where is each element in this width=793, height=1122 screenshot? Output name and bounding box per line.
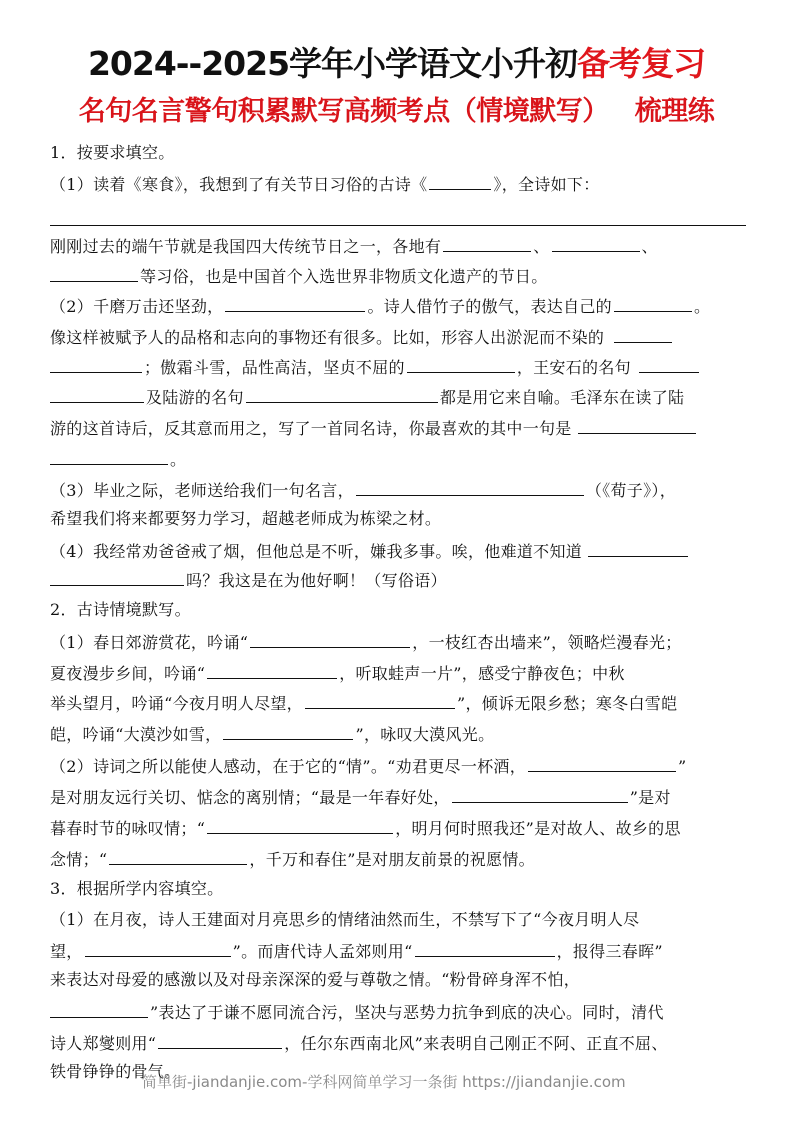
- text: ，听取蛙声一片”，感受宁静夜色；中秋: [339, 664, 625, 683]
- text: ，一枝红杏出墙来”，领略烂漫春光；: [412, 633, 682, 652]
- answer-blank[interactable]: [452, 786, 628, 803]
- q1-2-line6: [50, 448, 186, 470]
- q2-2-line4: [50, 848, 535, 870]
- answer-blank[interactable]: [578, 417, 696, 434]
- text: 等习俗，也是中国首个入选世界非物质文化遗产的节日。: [140, 267, 548, 286]
- q2-1-line4: [50, 723, 494, 745]
- text: 暮春时节的咏叹情；“: [50, 819, 206, 838]
- q2-1-line2: [50, 662, 625, 684]
- text: 刚刚过去的端午节就是我国四大传统节日之一，各地有: [50, 237, 442, 256]
- q1-2-line5: [50, 417, 698, 439]
- text: 游的这首诗后，反其意而用之，写了一首同名诗，你最喜欢的其中一句是: [50, 419, 572, 438]
- q1-2-line3: [50, 356, 701, 378]
- text: 夏夜漫步乡间，吟诵“: [50, 664, 206, 683]
- answer-blank[interactable]: [50, 569, 184, 586]
- text: 是对朋友远行关切、惦念的离别情；“最是一年春好处，: [50, 788, 450, 807]
- q1-1-line3: [50, 265, 548, 287]
- q3-1-line4: [50, 1001, 664, 1023]
- q3-1-line3: 来表达对母爱的感激以及对母亲深深的爱与尊敬之情。“粉骨碎身浑不怕，: [50, 970, 581, 989]
- q2-2-line2: [50, 786, 671, 808]
- text: ，明月何时照我还”是对故人、故乡的思: [395, 819, 681, 838]
- q3-1-line6: 铁骨铮铮的骨气。: [50, 1062, 181, 1081]
- answer-blank[interactable]: [407, 356, 515, 373]
- text: 、: [641, 237, 658, 256]
- text: （《荀子》），: [585, 481, 676, 500]
- title-red-part: 备考复习: [577, 44, 706, 83]
- text: 望，: [50, 942, 83, 961]
- text: 念情；“: [50, 850, 108, 869]
- text: 皑，吟诵“大漠沙如雪，: [50, 725, 222, 744]
- q3-1-line5: [50, 1032, 668, 1054]
- text: （1）春日郊游赏花，吟诵“: [50, 633, 249, 652]
- watermark: 简单街-jiandanjie.com-学科网简单学习一条街 https://jiandanjie.com: [142, 1073, 626, 1091]
- text: （3）毕业之际，老师送给我们一句名言，: [50, 481, 354, 500]
- text: ”是对: [629, 788, 671, 807]
- answer-blank[interactable]: [415, 940, 555, 957]
- page-subtitle: [0, 94, 793, 130]
- q1-2-line1: [50, 295, 710, 317]
- answer-blank[interactable]: [85, 940, 231, 957]
- answer-blank[interactable]: [305, 692, 455, 709]
- answer-blank[interactable]: [614, 295, 692, 312]
- subtitle-tail: 梳理练: [634, 96, 715, 127]
- answer-blank[interactable]: [639, 356, 699, 373]
- answer-blank[interactable]: [207, 817, 393, 834]
- q2-heading: 2．古诗情境默写。: [50, 600, 191, 619]
- answer-blank[interactable]: [158, 1032, 282, 1049]
- q2-2-line3: [50, 817, 681, 839]
- text: 》，全诗如下：: [493, 175, 600, 194]
- q2-1-line3: [50, 692, 677, 714]
- text: 、: [533, 237, 550, 256]
- answer-blank[interactable]: [443, 235, 531, 252]
- answer-blank[interactable]: [614, 326, 672, 343]
- text: 。: [694, 297, 711, 316]
- answer-blank[interactable]: [50, 1001, 148, 1018]
- answer-line-full-poem[interactable]: [50, 225, 746, 226]
- q2-2-line1: [50, 755, 687, 777]
- title-black-part: 2024--2025学年小学语文小升初: [87, 44, 578, 83]
- text: ；傲霜斗雪，品性高洁，坚贞不屈的: [144, 358, 405, 377]
- answer-blank[interactable]: [356, 479, 584, 496]
- text: ”表达了于谦不愿同流合污，坚决与恶势力抗争到底的决心。同时，清代: [150, 1003, 664, 1022]
- q1-4-line2: [50, 569, 447, 591]
- q1-1-line1: [50, 173, 600, 195]
- q1-heading: 1．按要求填空。: [50, 143, 175, 162]
- text: ”。而唐代诗人孟郊则用“: [232, 942, 413, 961]
- text: ，任尔东西南北风”来表明自己刚正不阿、正直不屈、: [284, 1034, 668, 1053]
- q3-1-line2: [50, 940, 663, 962]
- answer-blank[interactable]: [246, 386, 438, 403]
- text: 及陆游的名句: [146, 388, 244, 407]
- text: ，千万和春住”是对朋友前景的祝愿情。: [249, 850, 535, 869]
- answer-blank[interactable]: [50, 356, 142, 373]
- text: 。: [170, 450, 187, 469]
- q1-3-line1: [50, 479, 676, 501]
- text: 。诗人借竹子的傲气，表达自己的: [367, 297, 612, 316]
- page-title: [0, 44, 793, 84]
- text: （4）我经常劝爸爸戒了烟，但他总是不听，嫌我多事。唉，他难道不知道: [50, 542, 583, 561]
- text: ，报得三春晖”: [556, 942, 663, 961]
- answer-blank[interactable]: [109, 848, 247, 865]
- answer-blank[interactable]: [588, 540, 688, 557]
- text: 诗人郑燮则用“: [50, 1034, 157, 1053]
- text: ”，倾诉无限乡愁；寒冬白雪皑: [456, 694, 678, 713]
- subtitle-main: 名句名言警句积累默写高频考点（情境默写）: [78, 96, 609, 127]
- answer-blank[interactable]: [225, 295, 365, 312]
- answer-blank[interactable]: [207, 662, 337, 679]
- answer-blank[interactable]: [528, 755, 676, 772]
- text: （2）诗词之所以能使人感动，在于它的“情”。“劝君更尽一杯酒，: [50, 757, 527, 776]
- text: 吗？我这是在为他好啊！（写俗语）: [186, 571, 447, 590]
- q3-1-line1: （1）在月夜，诗人王建面对月亮思乡的情绪油然而生，不禁写下了“今夜月明人尽: [50, 910, 640, 929]
- q3-heading: 3．根据所学内容填空。: [50, 879, 224, 898]
- text: 像这样被赋予人的品格和志向的事物还有很多。比如，形容人出淤泥而不染的: [50, 328, 605, 347]
- answer-blank[interactable]: [50, 448, 168, 465]
- answer-blank[interactable]: [250, 631, 410, 648]
- answer-blank[interactable]: [552, 235, 640, 252]
- answer-blank[interactable]: [50, 265, 138, 282]
- q1-4-line1: [50, 540, 690, 562]
- q1-1-line2: [50, 235, 658, 257]
- q1-3-line2: 希望我们将来都要努力学习，超越老师成为栋梁之材。: [50, 509, 442, 528]
- q1-2-line4: [50, 386, 684, 408]
- q2-1-line1: [50, 631, 682, 653]
- answer-blank[interactable]: [223, 723, 353, 740]
- text: ”，咏叹大漠风光。: [355, 725, 495, 744]
- text: 举头望月，吟诵“今夜月明人尽望，: [50, 694, 303, 713]
- answer-blank[interactable]: [429, 173, 491, 190]
- text: ”: [678, 757, 687, 776]
- text: （2）千磨万击还坚劲，: [50, 297, 224, 316]
- text: （1）读着《寒食》，我想到了有关节日习俗的古诗《: [50, 175, 428, 194]
- q1-2-line2: [50, 326, 674, 348]
- text: ，王安石的名句: [516, 358, 631, 377]
- text: 都是用它来自喻。毛泽东在读了陆: [439, 388, 685, 407]
- answer-blank[interactable]: [50, 386, 144, 403]
